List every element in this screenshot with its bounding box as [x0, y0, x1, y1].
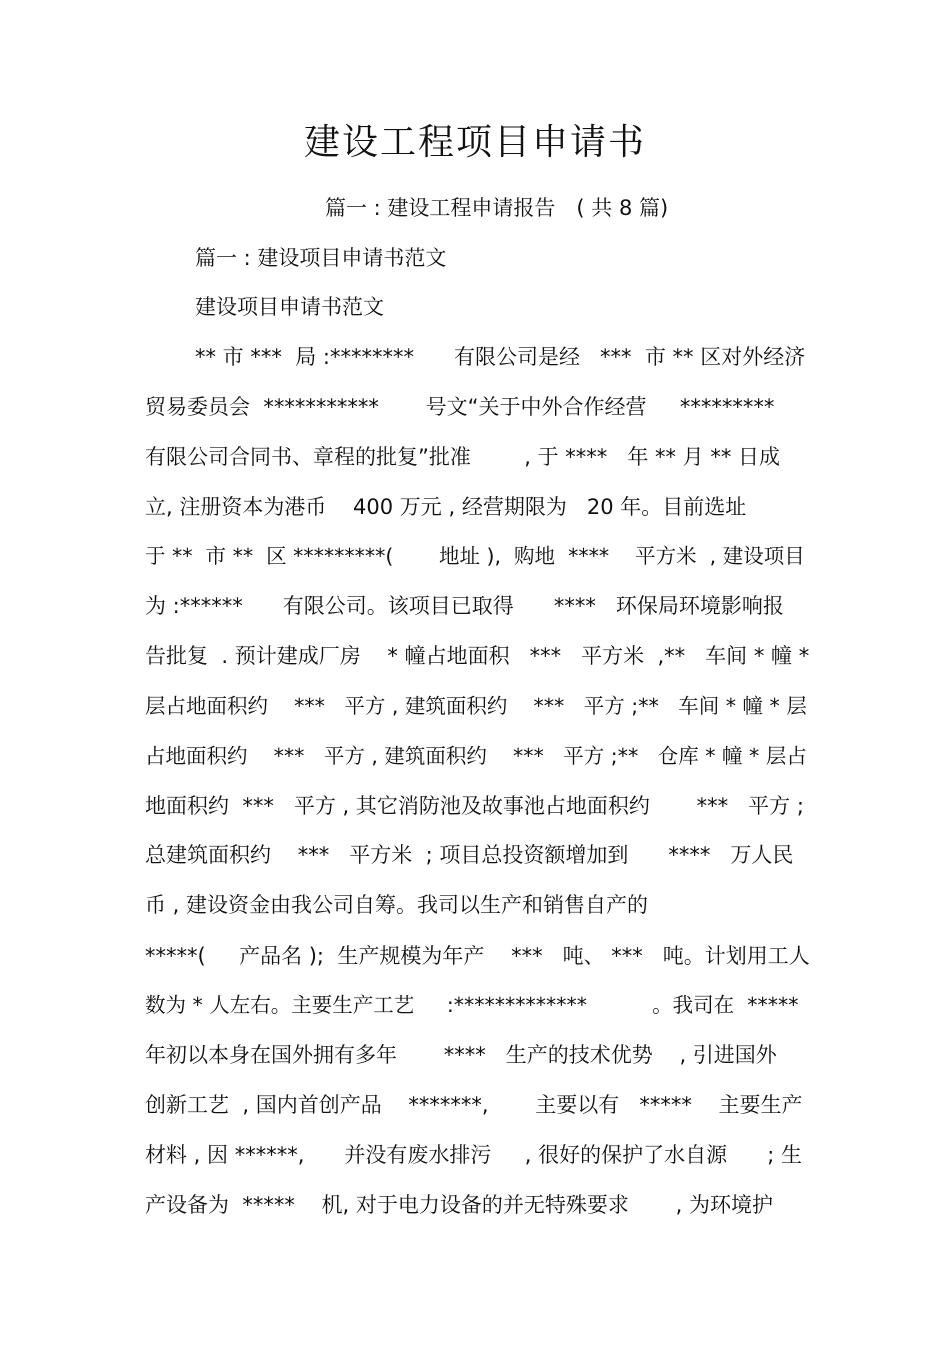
body-line: 总建筑面积约 *** 平方米 ; 项目总投资额增加到 **** 万人民 [145, 843, 794, 867]
body-line: *****( 产品名 ); 生产规模为年产 *** 吨、 *** 吨。计划用工人 [145, 944, 810, 968]
document-title: 建设工程项目申请书 [303, 122, 646, 163]
section-title: 建设项目申请书范文 [195, 295, 384, 319]
document-subtitle: 篇一 : 建设工程申请报告 ( 共 8 篇) [325, 196, 669, 220]
body-line: ** 市 *** 局 :******** 有限公司是经 *** 市 ** 区对外经济 [195, 345, 806, 369]
body-line: 地面积约 *** 平方 , 其它消防池及故事池占地面积约 *** 平方 ; [145, 794, 804, 818]
body-line: 产设备为 ***** 机, 对于电力设备的并无特殊要求 , 为环境护 [145, 1193, 773, 1217]
body-line: 数为 * 人左右。主要生产工艺 :************* 。我司在 ***** [145, 993, 799, 1017]
body-line: 立, 注册资本为港币 400 万元 , 经营期限为 20 年。目前选址 [145, 495, 747, 519]
body-line: 材料 , 因 ******, 并没有废水排污 , 很好的保护了水自源 ; 生 [145, 1143, 802, 1167]
body-line: 告批复 . 预计建成厂房 * 幢占地面积 *** 平方米 ,** 车间 * 幢 * [145, 644, 810, 668]
body-line: 层占地面积约 *** 平方 , 建筑面积约 *** 平方 ;** 车间 * 幢 * 层 [145, 694, 807, 718]
body-line: 贸易委员会 *********** 号文“关于中外合作经营 ********* [145, 395, 775, 419]
body-line: 币 , 建设资金由我公司自筹。我司以生产和销售自产的 [145, 893, 649, 917]
section-heading: 篇一 : 建设项目申请书范文 [195, 246, 447, 270]
body-line: 有限公司合同书、章程的批复”批准 , 于 **** 年 ** 月 ** 日成 [145, 445, 781, 469]
body-line: 年初以本身在国外拥有多年 **** 生产的技术优势 , 引进国外 [145, 1043, 777, 1067]
body-line: 占地面积约 *** 平方 , 建筑面积约 *** 平方 ;** 仓库 * 幢 * 层占 [145, 744, 807, 768]
body-line: 于 ** 市 ** 区 *********( 地址 ), 购地 **** 平方米 , 建设项目 [145, 544, 805, 568]
body-line: 创新工艺 , 国内首创产品 *******, 主要以有 ***** 主要生产 [145, 1093, 803, 1117]
body-line: 为 :****** 有限公司。该项目已取得 **** 环保局环境影响报 [145, 594, 784, 618]
